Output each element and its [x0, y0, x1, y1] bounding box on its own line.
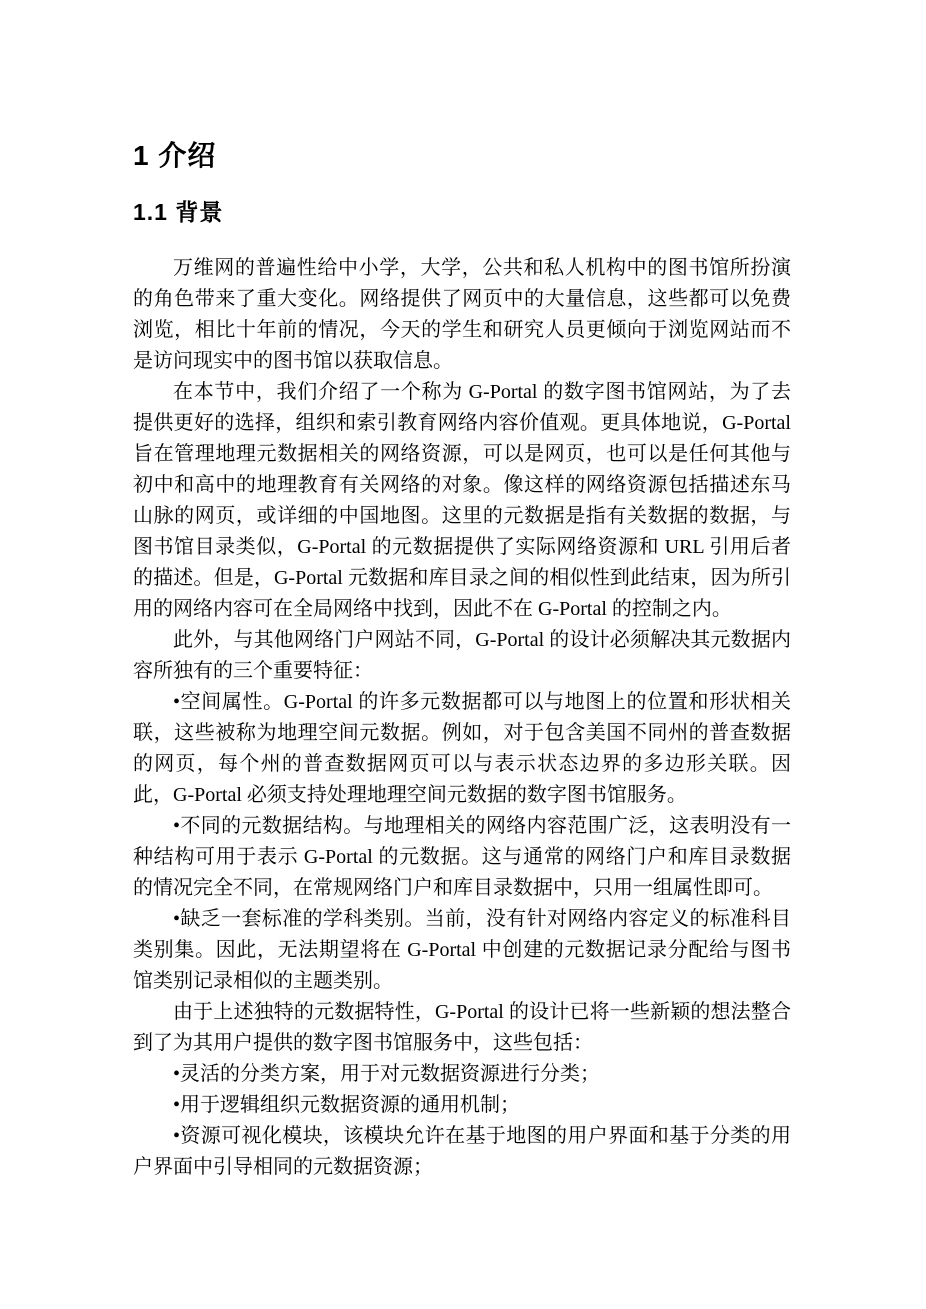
paragraph-intro-web: 万维网的普遍性给中小学，大学，公共和私人机构中的图书馆所扮演的角色带来了重大变化。网络提供了网页中的大量信息，这些都可以免费浏览，相比十年前的情况，今天的学生和研究人员更倾向于浏览网站而不是访问现实中的图书馆以获取信息。 — [133, 257, 791, 372]
bullet-spatial-attribute: •空间属性。G-Portal 的许多元数据都可以与地图上的位置和形状相关联，这些被称为地理空间元数据。例如，对于包含美国不同州的普查数据的网页，每个州的普查数据网页可以与表示状态边界的多边形关联。因此，G-Portal 必须支持处理地理空间元数据的数字图书馆服务。 — [133, 691, 791, 806]
paragraph-three-features-intro: 此外，与其他网络门户网站不同，G-Portal 的设计必须解决其元数据内容所独有的三个重要特征： — [133, 629, 791, 682]
paragraph-gportal-overview: 在本节中，我们介绍了一个称为 G-Portal 的数字图书馆网站，为了去提供更好的选择，组织和索引教育网络内容价值观。更具体地说，G-Portal 旨在管理地理元数据相关的网络资源，可以是网页，也可以是任何其他与初中和高中的地理教育有关网络的对象。像这样的网络资源包括描述东马山脉的网页，或详细的中国地图。这里的元数据是指有关数据的数据，与图书馆目录类似，G-Portal 的元数据提供了实际网络资源和 URL 引用后者的描述。但是，G-Portal 元数据和库目录之间的相似性到此结束，因为所引用的网络内容可在全局网络中找到，因此不在 G-Portal 的控制之内。 — [133, 381, 791, 620]
bullet-metadata-structure: •不同的元数据结构。与地理相关的网络内容范围广泛，这表明没有一种结构可用于表示 G-Portal 的元数据。这与通常的网络门户和库目录数据的情况完全不同，在常规网络门户和库目录数据中，只用一组属性即可。 — [133, 815, 791, 899]
bullet-classification-scheme: •灵活的分类方案，用于对元数据资源进行分类； — [173, 1063, 601, 1085]
bullet-standard-categories: •缺乏一套标准的学科类别。当前，没有针对网络内容定义的标准科目类别集。因此，无法期望将在 G-Portal 中创建的元数据记录分配给与图书馆类别记录相似的主题类别。 — [133, 908, 791, 992]
section-heading: 1.1 背景 — [133, 199, 224, 225]
bullet-resource-visualization: •资源可视化模块，该模块允许在基于地图的用户界面和基于分类的用户界面中引导相同的元数据资源； — [133, 1125, 791, 1178]
document-content — [133, 140, 791, 1183]
paragraph-novel-ideas-intro: 由于上述独特的元数据特性，G-Portal 的设计已将一些新颖的想法整合到了为其用户提供的数字图书馆服务中，这些包括： — [133, 1001, 791, 1054]
body-text — [133, 253, 791, 1183]
bullet-logical-organization: •用于逻辑组织元数据资源的通用机制； — [173, 1094, 521, 1116]
chapter-heading: 1 介绍 — [133, 140, 217, 171]
